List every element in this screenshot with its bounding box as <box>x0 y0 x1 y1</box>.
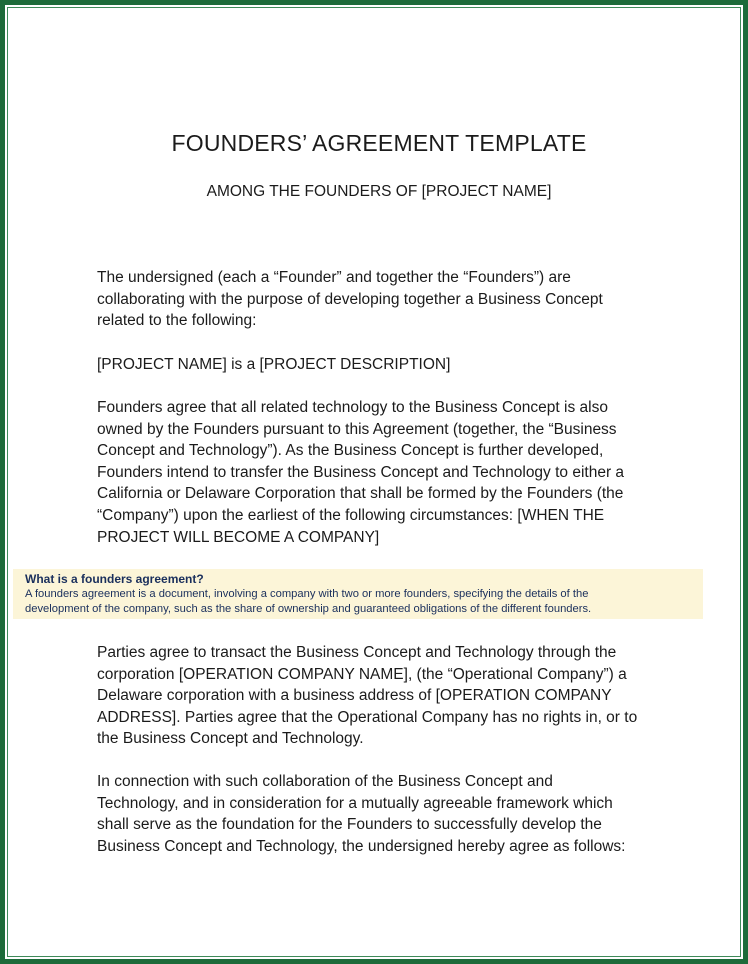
paragraph-line: Founders intend to transfer the Business Concept and Technology to either a <box>97 463 625 481</box>
paragraph-line: ADDRESS]. Parties agree that the Operational Company has no rights in, or to <box>97 708 638 726</box>
callout-line: development of the company, such as the share of ownership and guaranteed obligations of the different founders. <box>25 603 592 615</box>
document-subtitle: AMONG THE FOUNDERS OF [PROJECT NAME] <box>206 183 552 200</box>
paragraph-intro <box>97 267 687 332</box>
paragraph-line: related to the following: <box>97 312 257 330</box>
paragraph-consideration <box>97 771 687 857</box>
callout-line: A founders agreement is a document, involving a company with two or more founders, specifying the details of the <box>25 588 589 600</box>
paragraph-line: In connection with such collaboration of the Business Concept and <box>97 773 553 790</box>
paragraph-line: PROJECT WILL BECOME A COMPANY] <box>97 528 380 546</box>
paragraph-line: shall serve as the foundation for the Founders to successfully develop the <box>97 816 602 834</box>
paragraph-line: Delaware corporation with a business address of [OPERATION COMPANY <box>97 687 612 705</box>
paragraph-line: “Company”) upon the earliest of the following circumstances: [WHEN THE <box>97 506 605 524</box>
paragraph-line: Founders agree that all related technology to the Business Concept is also <box>97 399 608 416</box>
paragraph-line: Technology, and in consideration for a mutually agreeable framework which <box>97 794 613 812</box>
paragraph-line: owned by the Founders pursuant to this Agreement (together, the “Business <box>97 420 617 438</box>
paragraph-operational-company <box>97 642 687 750</box>
paragraph-line: Business Concept and Technology, the undersigned hereby agree as follows: <box>97 837 626 855</box>
paragraph-line: collaborating with the purpose of developing together a Business Concept <box>97 290 603 308</box>
paragraph-ownership <box>97 397 687 548</box>
paragraph-line: California or Delaware Corporation that shall be formed by the Founders (the <box>97 485 624 503</box>
paragraph-line: The undersigned (each a “Founder” and together the “Founders”) are <box>97 269 571 286</box>
paragraph-line: corporation [OPERATION COMPANY NAME], (the “Operational Company”) a <box>97 665 627 683</box>
callout-title: What is a founders agreement? <box>25 572 204 586</box>
paragraph-line: [PROJECT NAME] is a [PROJECT DESCRIPTION] <box>97 356 451 373</box>
paragraph-line: Concept and Technology”). As the Business Concept is further developed, <box>97 442 604 460</box>
paragraph-line: the Business Concept and Technology. <box>97 730 364 748</box>
document-title: FOUNDERS’ AGREEMENT TEMPLATE <box>171 130 587 156</box>
paragraph-project <box>97 354 687 376</box>
paragraph-line: Parties agree to transact the Business Concept and Technology through the <box>97 644 617 661</box>
info-callout <box>13 569 703 619</box>
